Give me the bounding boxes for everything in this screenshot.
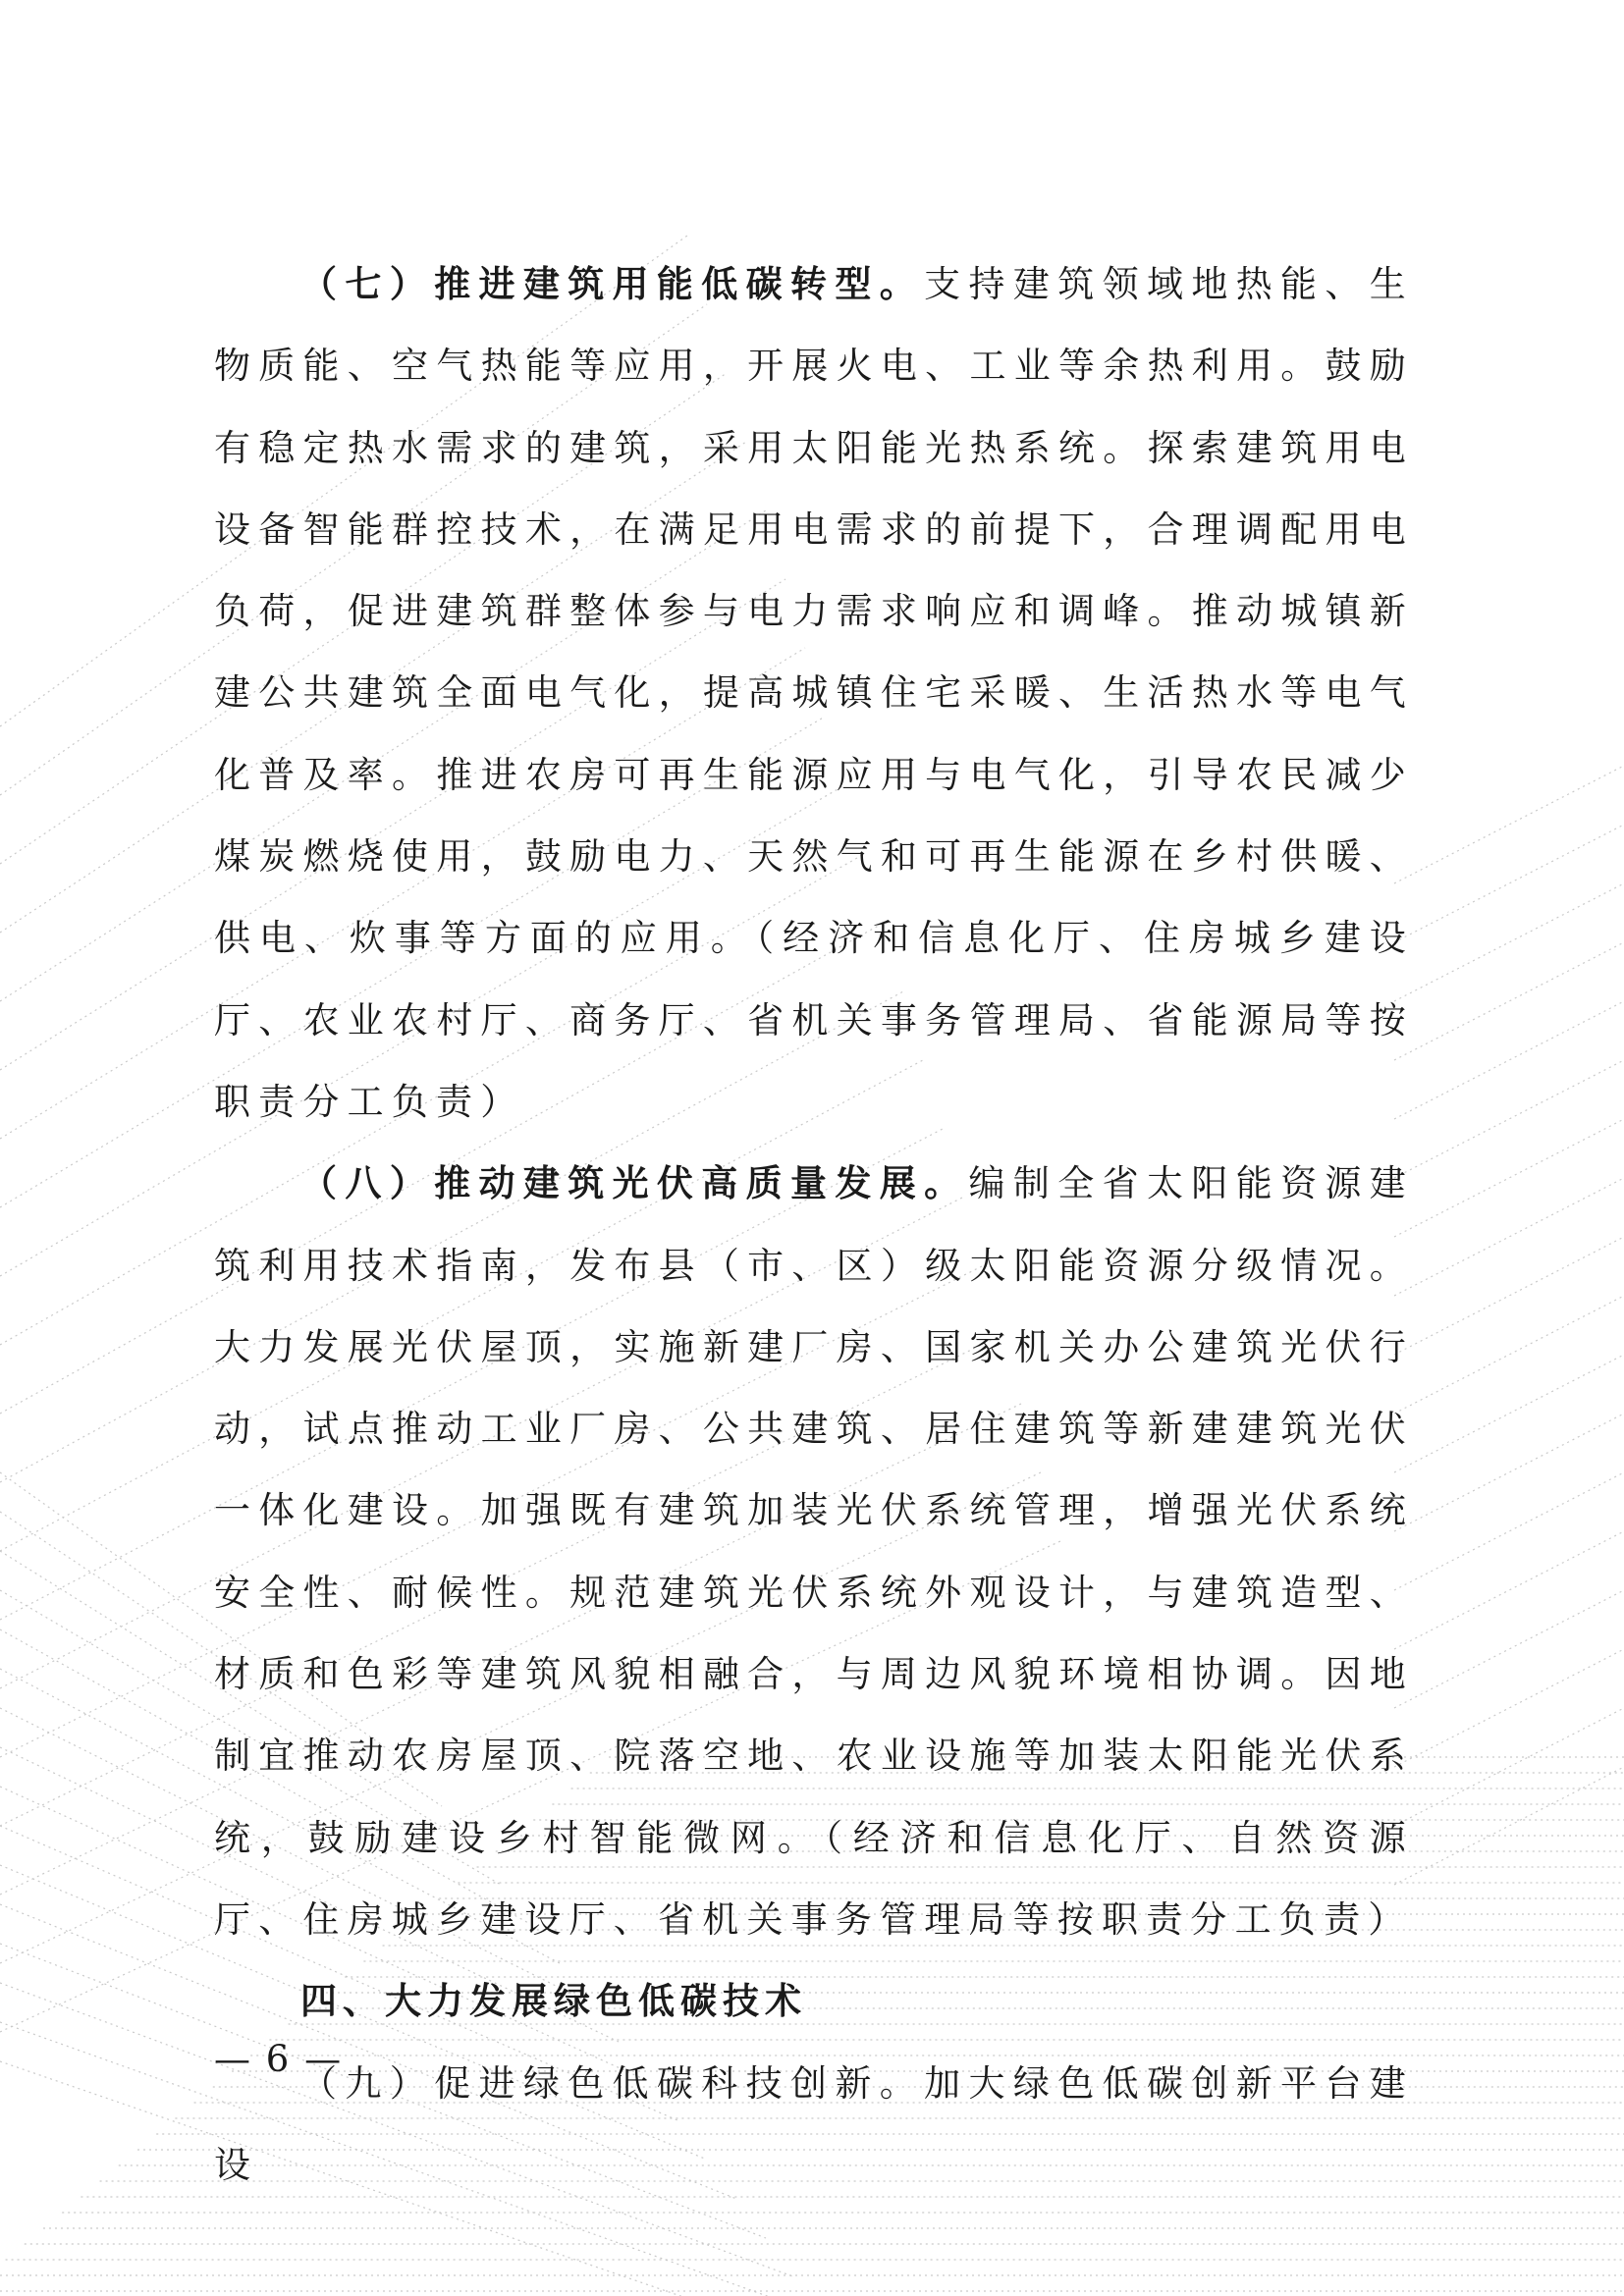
paragraph-text: 加大绿色低碳创新平台建设 <box>214 2061 1414 2186</box>
paragraph-text: 支持建筑领域地热能、生物质能、空气热能等应用，开展火电、工业等余热利用。鼓励有稳定热水需求的建筑，采用太阳能光热系统。探索建筑用电设备智能群控技术，在满足用电需求的前提下，合理调配用电负荷，促进建筑群整体参与电力需求响应和调峰。推动城镇新建公共建筑全面电气化，提高城镇住宅采暖、生活热水等电气化普及率。推进农房可再生能源应用与电气化，引导农民减少煤炭燃烧使用，鼓励电力、天然气和可再生能源在乡村供暖、供电、炊事等方面的应用。（经济和信息化厅、住房城乡建设厅、农业农村厅、商务厅、省机关事务管理局、省能源局等按职责分工负责） <box>214 263 1414 1123</box>
paragraph-lead-title: （七）推进建筑用能低碳转型。 <box>300 263 925 305</box>
paragraph-lead-title: （九）促进绿色低碳科技创新。 <box>300 2061 925 2105</box>
paragraph-lead-title: （八）推动建筑光伏高质量发展。 <box>300 1162 969 1205</box>
document-body <box>214 243 1414 2206</box>
paragraph-building-pv <box>214 1143 1414 1960</box>
paragraph-text: 编制全省太阳能资源建筑利用技术指南，发布县（市、区）级太阳能资源分级情况。大力发展光伏屋顶，实施新建厂房、国家机关办公建筑光伏行动，试点推动工业厂房、公共建筑、居住建筑等新建建筑光伏一体化建设。加强既有建筑加装光伏系统管理，增强光伏系统安全性、耐候性。规范建筑光伏系统外观设计，与建筑造型、材质和色彩等建筑风貌相融合，与周边风貌环境相协调。因地制宜推动农房屋顶、院落空地、农业设施等加装太阳能光伏系统，鼓励建设乡村智能微网。（经济和信息化厅、自然资源厅、住房城乡建设厅、省机关事务管理局等按职责分工负责） <box>214 1162 1414 1941</box>
page-number: — 6 — <box>214 2038 344 2080</box>
paragraph-green-tech <box>214 2043 1414 2207</box>
paragraph-building-energy <box>214 243 1414 1143</box>
section-heading: 四、大力发展绿色低碳技术 <box>300 1980 807 2023</box>
